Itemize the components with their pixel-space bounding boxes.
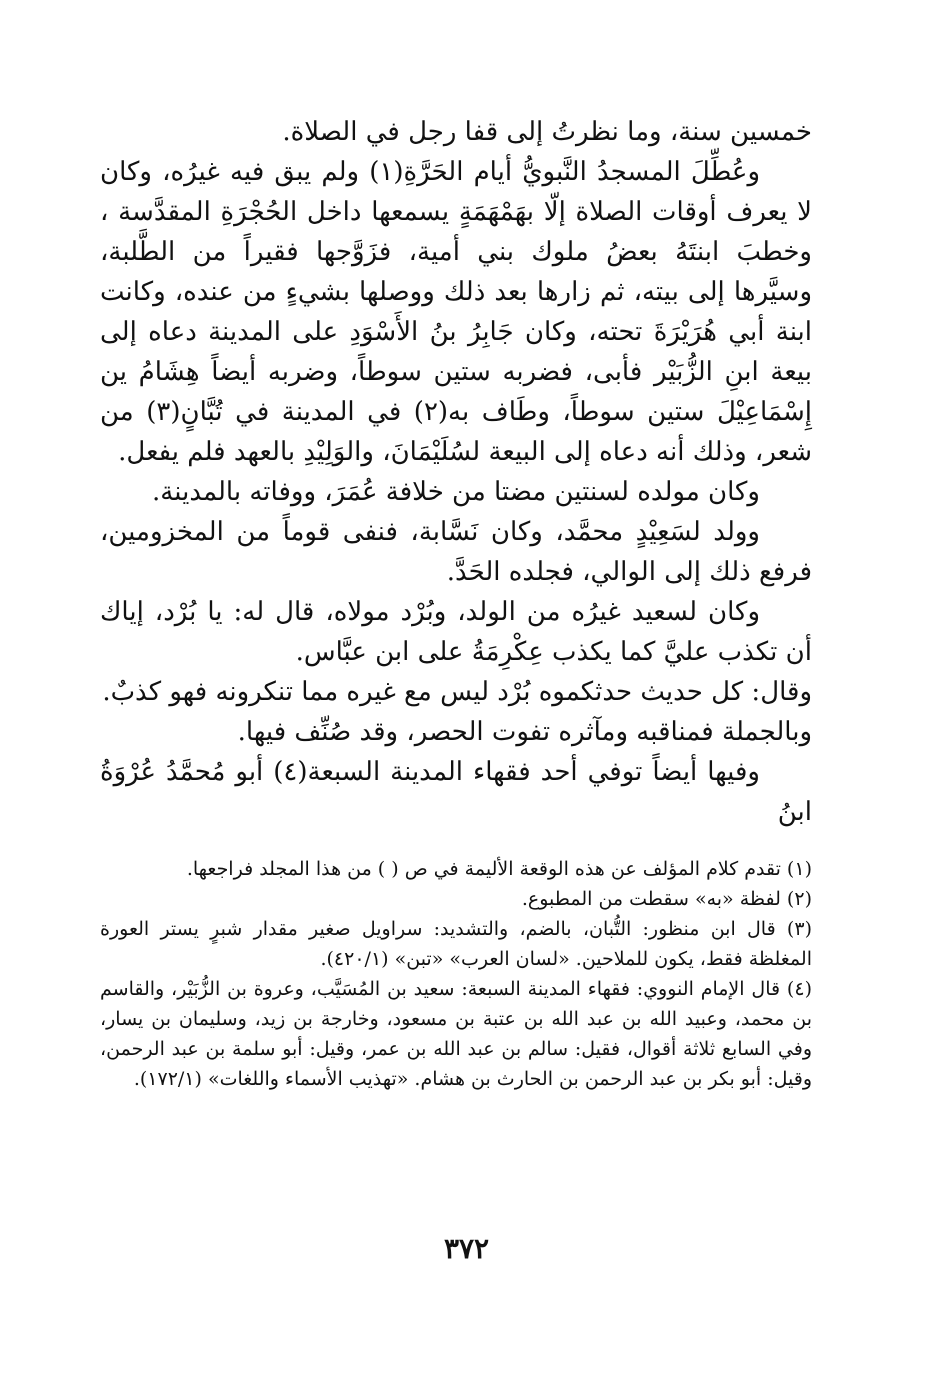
paragraph: وعُطِّلَ المسجدُ النَّبويُّ أيام الحَرَّةِ(١) ولم يبق فيه غيرُه، وكان لا يعرف أوقات الصلاة إلّا بهَمْهَمَةٍ يسمعها داخل الحُجْرَةِ المقدَّسة ، وخطبَ ابنتَهُ بعضُ ملوك بني أمية، فزَوَّجها فقيراً من الطَّلبة، وسيَّرها إلى بيته، ثم زارها بعد ذلك ووصلها بشيءٍ من عنده، وكانت ابنة أبي هُرَيْرَةَ تحته، وكان جَابِرُ بنُ الأَسْوَدِ على المدينة دعاه إلى بيعة ابنِ الزُّبَيْر فأبى، فضربه ستين سوطاً، وضربه أيضاً هِشَامُ ين إِسْمَاعِيْلَ ستين سوطاً، وطَاف به(٢) في المدينة في تُبَّانٍ(٣) من شعر، وذلك أنه دعاه إلى البيعة لسُلَيْمَانَ، والوَلِيْدِ بالعهد فلم يفعل. xyxy=(100,157,812,467)
page-number: ٣٧٢ xyxy=(443,1232,490,1265)
footnote: (١) تقدم كلام المؤلف عن هذه الوقعة الأليمة في ص ( ) من هذا المجلد فراجعها. xyxy=(186,858,812,880)
footnote: (٤) قال الإمام النووي: فقهاء المدينة السبعة: سعيد بن المُسَيَّب، وعروة بن الزُّبَيْر، والقاسم بن محمد، وعبيد الله بن عبد الله بن عتبة بن مسعود، وخارجة بن زيد، وسليمان بن يسار، وفي السابع ثلاثة أقوال، فقيل: سالم بن عبد الله بن عمر، وقيل: أبو سلمة بن عبد الرحمن، وقيل: أبو بكر بن عبد الرحمن بن الحارث بن هشام. «تهذيب الأسماء واللغات» (١٧٢/١). xyxy=(100,978,812,1090)
footnotes xyxy=(100,854,812,1094)
footnote: (٣) قال ابن منظور: التُّبان، بالضم، والتشديد: سراويل صغير مقدار شبرٍ يستر العورة المغلظة فقط، يكون للملاحين. «لسان العرب» «تبن» (٤٢٠/١). xyxy=(100,918,812,970)
paragraph: وبالجملة فمناقبه ومآثره تفوت الحصر، وقد صُنِّف فيها. xyxy=(237,717,812,747)
paragraph: وولد لسَعِيْدٍ محمَّد، وكان نَسَّابة، فنفى قوماً من المخزومين، فرفع ذلك إلى الوالي، فجلده الحَدَّ. xyxy=(100,517,812,587)
paragraph: وفيها أيضاً توفي أحد فقهاء المدينة السبعة(٤) أبو مُحمَّدُ عُرْوَةُ ابنُ xyxy=(100,757,812,827)
main-text xyxy=(100,112,812,832)
paragraph: وكان مولده لسنتين مضتا من خلافة عُمَرَ، ووفاته بالمدينة. xyxy=(152,477,760,507)
paragraph: خمسين سنة، وما نظرتُ إلى قفا رجل في الصلاة. xyxy=(282,117,812,147)
paragraph: وكان لسعيد غيرُه من الولد، وبُرْد مولاه، قال له: يا بُرْد، إياك أن تكذب عليَّ كما يكذب عِكْرِمَةُ على ابن عبَّاس. xyxy=(100,597,812,667)
page-content xyxy=(100,112,812,1094)
paragraph: وقال: كل حديث حدثكموه بُرْد ليس مع غيره مما تنكرونه فهو كذبٌ. xyxy=(102,677,812,707)
footnote: (٢) لفظة «به» سقطت من المطبوع. xyxy=(521,888,812,910)
